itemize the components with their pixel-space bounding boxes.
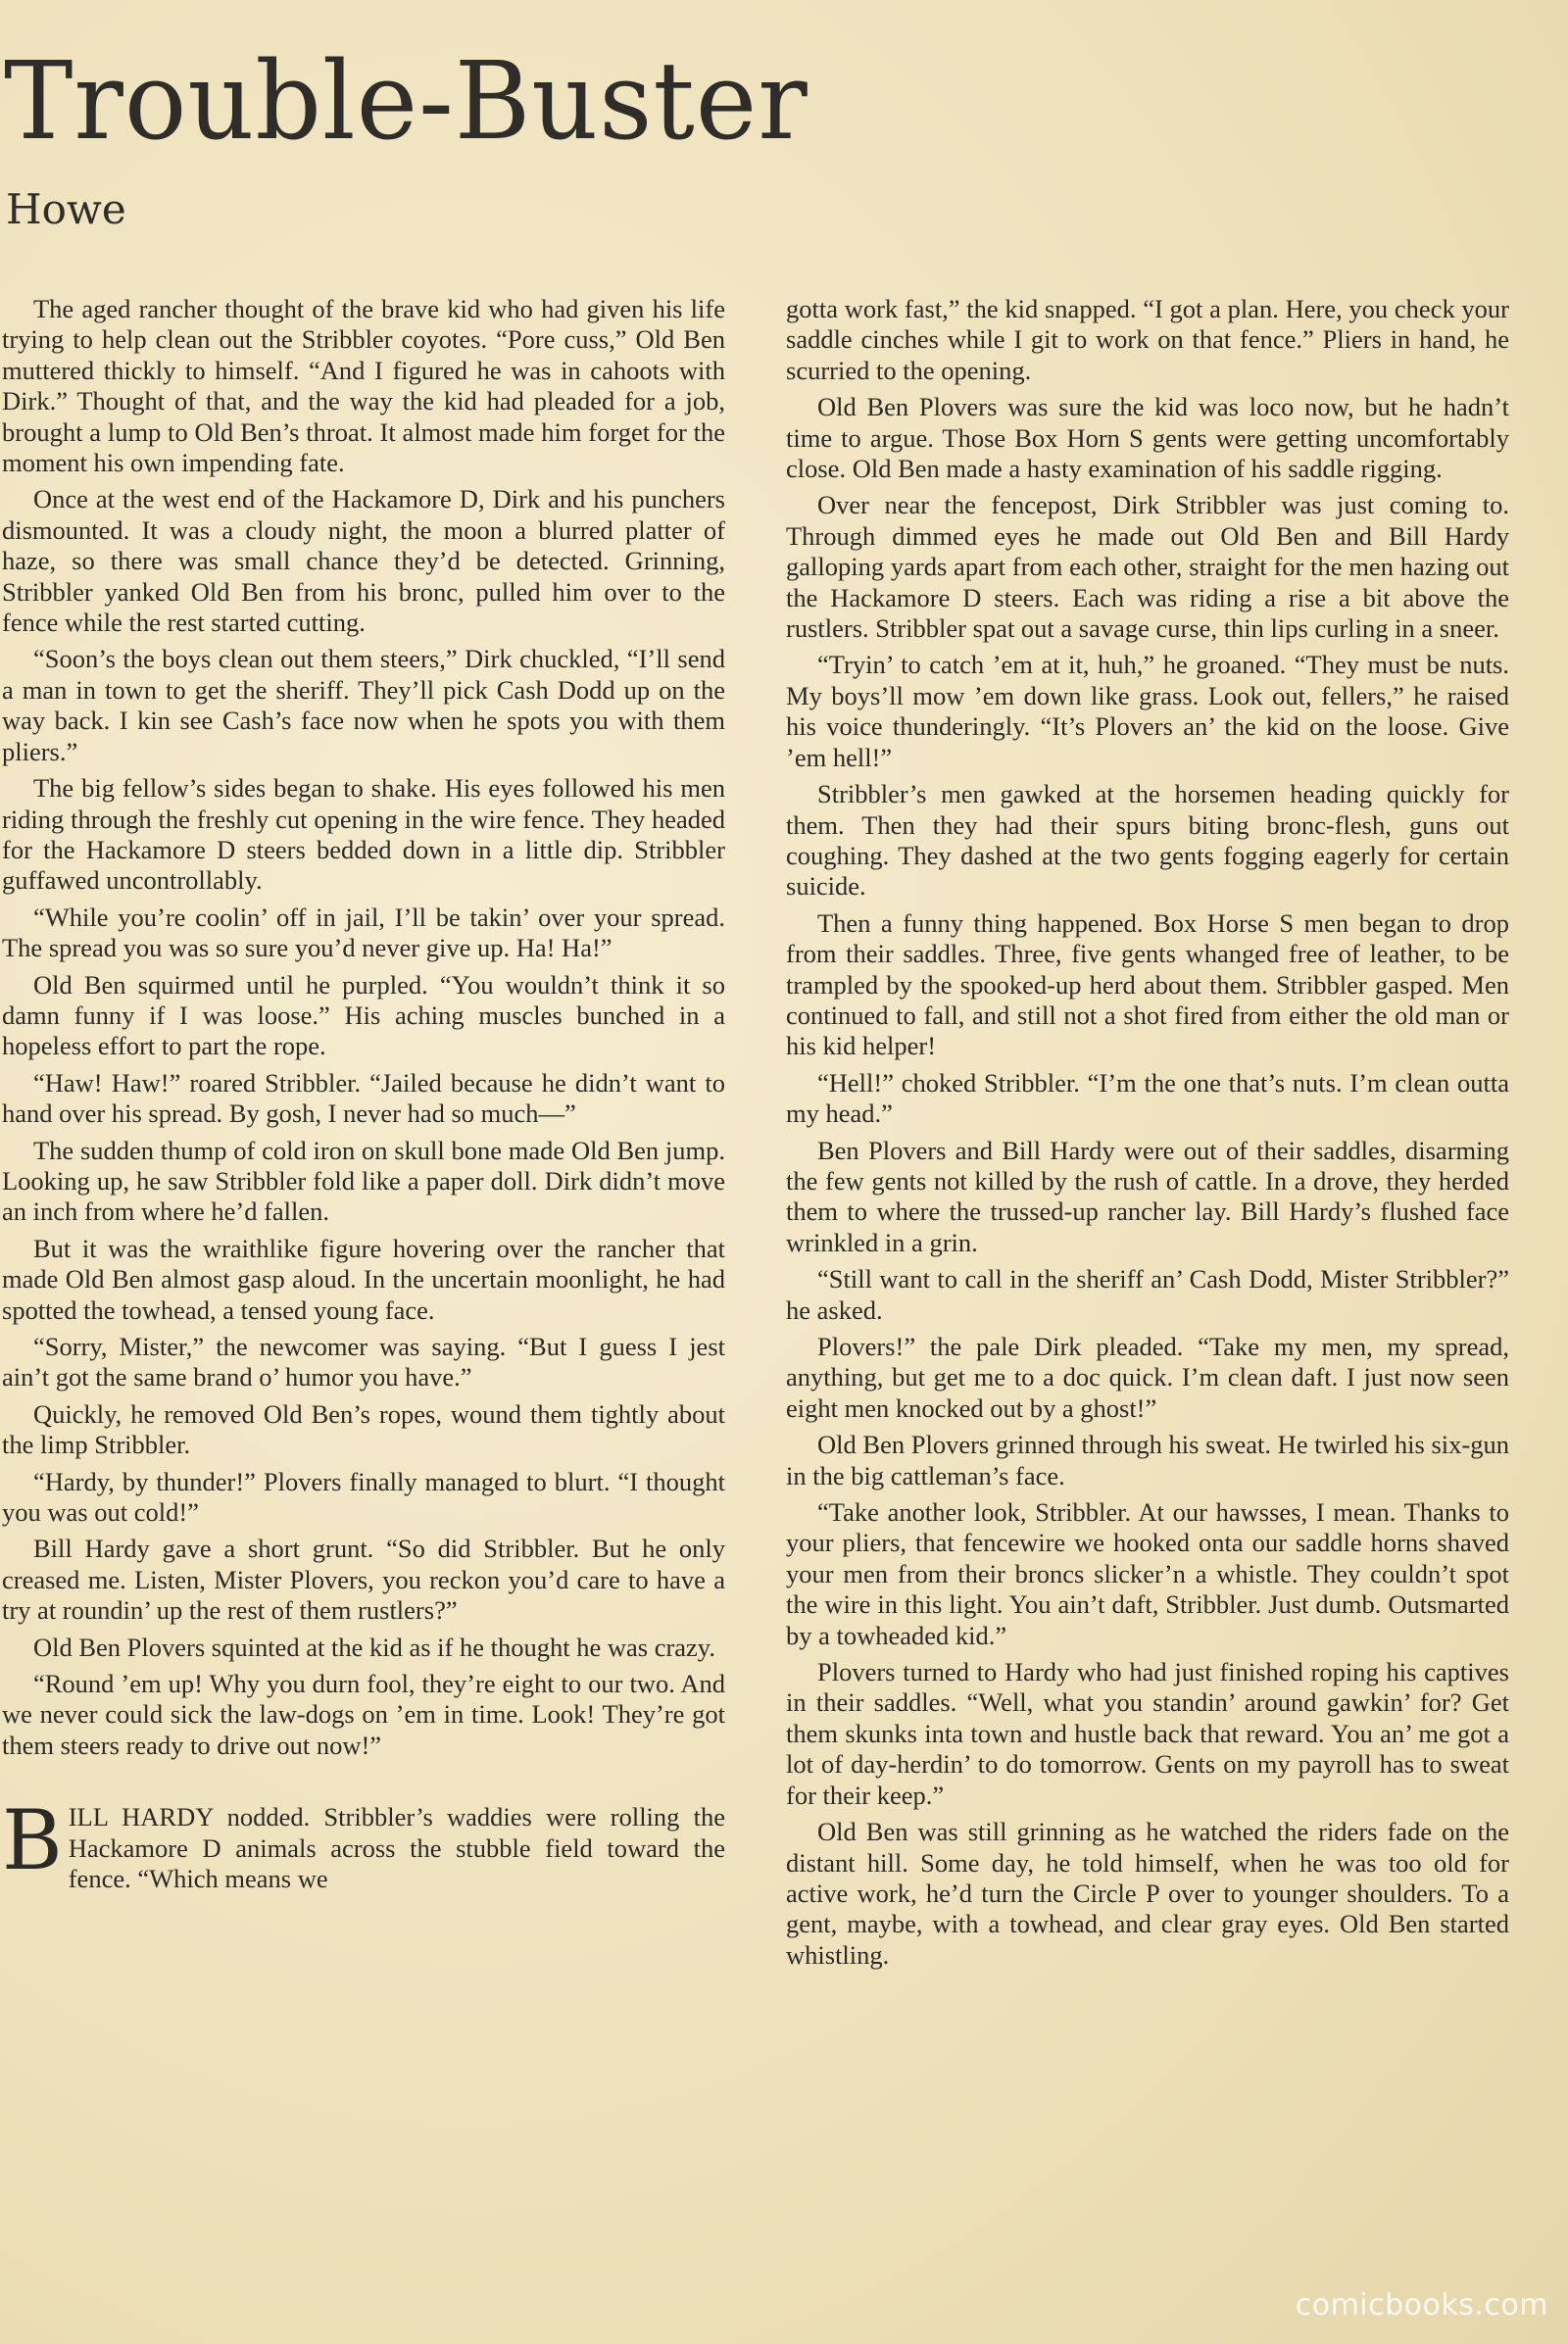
paragraph: “Haw! Haw!” roared Stribbler. “Jailed because he didn’t want to hand over his spread. By gosh, I never had so much—”	[2, 1067, 725, 1129]
paragraph: “Round ’em up! Why you durn fool, they’re eight to our two. And we never could sick the law-dogs on ’em in time. Look! They’re got them steers ready to drive out now!”	[2, 1669, 725, 1760]
paragraph: Old Ben was still grinning as he watched the riders fade on the distant hill. Some day, he told himself, when he was too old for active work, he’d turn the Circle P over to younger shoulders. To a gent, maybe, with a towhead, and clear gray eyes. Old Ben started whistling.	[786, 1817, 1509, 1970]
paragraph: Stribbler’s men gawked at the horsemen heading quickly for them. Then they had their spurs biting bronc-flesh, guns out coughing. They dashed at the two gents fogging eagerly for certain suicide.	[786, 779, 1509, 902]
site-watermark: comicbooks.com	[1295, 2288, 1548, 2322]
paragraph: But it was the wraithlike figure hovering over the rancher that made Old Ben almost gasp aloud. In the uncertain moonlight, he had spotted the towhead, a tensed young face.	[2, 1233, 725, 1325]
drop-cap-paragraph-text: ILL HARDY nodded. Stribbler’s waddies were rolling the Hackamore D animals across the stubble field toward the fence. “Which means we	[68, 1802, 725, 1894]
paragraph: Then a funny thing happened. Box Horse S men began to drop from their saddles. Three, five gents whanged free of leather, to be trampled by the spooked-up herd about them. Stribbler gasped. Men continued to fall, and still not a shot fired from either the old man or his kid helper!	[786, 907, 1509, 1061]
paragraph: “Hell!” choked Stribbler. “I’m the one that’s nuts. I’m clean outta my head.”	[786, 1067, 1509, 1129]
paragraph: Ben Plovers and Bill Hardy were out of their saddles, disarming the few gents not killed by the rush of cattle. In a drove, they herded them to where the trussed-up rancher lay. Bill Hardy’s flushed face wrinkled in a grin.	[786, 1135, 1509, 1257]
paragraph: Old Ben Plovers grinned through his sweat. He twirled his six-gun in the big cattleman’s face.	[786, 1430, 1509, 1490]
paragraph: Plovers!” the pale Dirk pleaded. “Take my men, my spread, anything, but get me to a doc quick. I’m clean daft. I just now seen eight men knocked out by a ghost!”	[786, 1332, 1509, 1423]
drop-cap-initial: B	[2, 1792, 63, 1889]
right-text-column	[786, 294, 1509, 2293]
paragraph: gotta work fast,” the kid snapped. “I got a plan. Here, you check your saddle cinches while I git to work on that fence.” Pliers in hand, he scurried to the opening.	[786, 294, 1509, 385]
paragraph: Quickly, he removed Old Ben’s ropes, wound them tightly about the limp Stribbler.	[2, 1398, 725, 1460]
author-byline: Howe	[6, 185, 126, 233]
story-title: Trouble-Buster	[4, 38, 808, 164]
paragraph: “Tryin’ to catch ’em at it, huh,” he groaned. “They must be nuts. My boys’ll mow ’em down like grass. Look out, fellers,” he raised his voice thunderingly. “It’s Plovers an’ the kid on the loose. Give ’em hell!”	[786, 650, 1509, 772]
left-text-column	[2, 294, 725, 2293]
paragraph: “Hardy, by thunder!” Plovers finally managed to blurt. “I thought you was out cold!”	[2, 1466, 725, 1528]
paragraph: Old Ben Plovers squinted at the kid as if he thought he was crazy.	[33, 1632, 715, 1662]
paragraph: Old Ben Plovers was sure the kid was loco now, but he hadn’t time to argue. Those Box Horn S gents were getting uncomfortably close. Old Ben made a hasty examination of his saddle rigging.	[786, 392, 1509, 484]
paragraph: “While you’re coolin’ off in jail, I’ll be takin’ over your spread. The spread you was so sure you’d never give up. Ha! Ha!”	[2, 902, 725, 963]
paragraph: Once at the west end of the Hackamore D, Dirk and his punchers dismounted. It was a cloudy night, the moon a blurred platter of haze, so there was small chance they’d be detected. Grinning, Stribbler yanked Old Ben from his bronc, pulled him over to the fence while the rest started cutting.	[2, 484, 725, 638]
paragraph: Old Ben squirmed until he purpled. “You wouldn’t think it so damn funny if I was loose.” His aching muscles bunched in a hopeless effort to part the rope.	[2, 969, 725, 1061]
paragraph: “Take another look, Stribbler. At our hawsses, I mean. Thanks to your pliers, that fencewire we hooked onta our saddle horns shaved your men from their broncs slicker’n a whistle. They couldn’t spot the wire in this light. You ain’t daft, Stribbler. Just dumb. Outsmarted by a towheaded kid.”	[786, 1497, 1509, 1650]
paragraph: “Soon’s the boys clean out them steers,” Dirk chuckled, “I’ll send a man in town to get the sheriff. They’ll pick Cash Dodd up on the way back. I kin see Cash’s face now when he spots you with them pliers.”	[2, 644, 725, 766]
paragraph: The aged rancher thought of the brave kid who had given his life trying to help clean out the Stribbler coyotes. “Pore cuss,” Old Ben muttered thickly to himself. “And I figured he was in cahoots with Dirk.” Thought of that, and the way the kid had pleaded for a job, brought a lump to Old Ben’s throat. It almost made him forget for the moment his own impending fate.	[2, 294, 725, 478]
paragraph: “Still want to call in the sheriff an’ Cash Dodd, Mister Stribbler?” he asked.	[786, 1264, 1509, 1325]
paragraph: Plovers turned to Hardy who had just finished roping his captives in their saddles. “Well, what you standin’ around gawkin’ for? Get them skunks inta town and hustle back that reward. You an’ me got a lot of day-herdin’ to do tomorrow. Gents on my payroll has to sweat for their keep.”	[786, 1657, 1509, 1810]
paragraph: Over near the fencepost, Dirk Stribbler was just coming to. Through dimmed eyes he made out Old Ben and Bill Hardy galloping yards apart from each other, straight for the men hazing out the Hackamore D steers. Each was riding a rise a bit above the rustlers. Stribbler spat out a savage curse, thin lips curling in a sneer.	[786, 490, 1509, 644]
paragraph: The sudden thump of cold iron on skull bone made Old Ben jump. Looking up, he saw Stribbler fold like a paper doll. Dirk didn’t move an inch from where he’d fallen.	[2, 1135, 725, 1227]
paragraph: “Sorry, Mister,” the newcomer was saying. “But I guess I jest ain’t got the same brand o’ humor you have.”	[2, 1332, 725, 1392]
paragraph: The big fellow’s sides began to shake. His eyes followed his men riding through the freshly cut opening in the wire fence. They headed for the Hackamore D steers bedded down in a little dip. Stribbler guffawed uncontrollably.	[2, 773, 725, 896]
paragraph: Bill Hardy gave a short grunt. “So did Stribbler. But he only creased me. Listen, Mister Plovers, you reckon you’d care to have a try at roundin’ up the rest of them rustlers?”	[2, 1534, 725, 1626]
drop-cap-paragraph	[2, 1792, 725, 1894]
